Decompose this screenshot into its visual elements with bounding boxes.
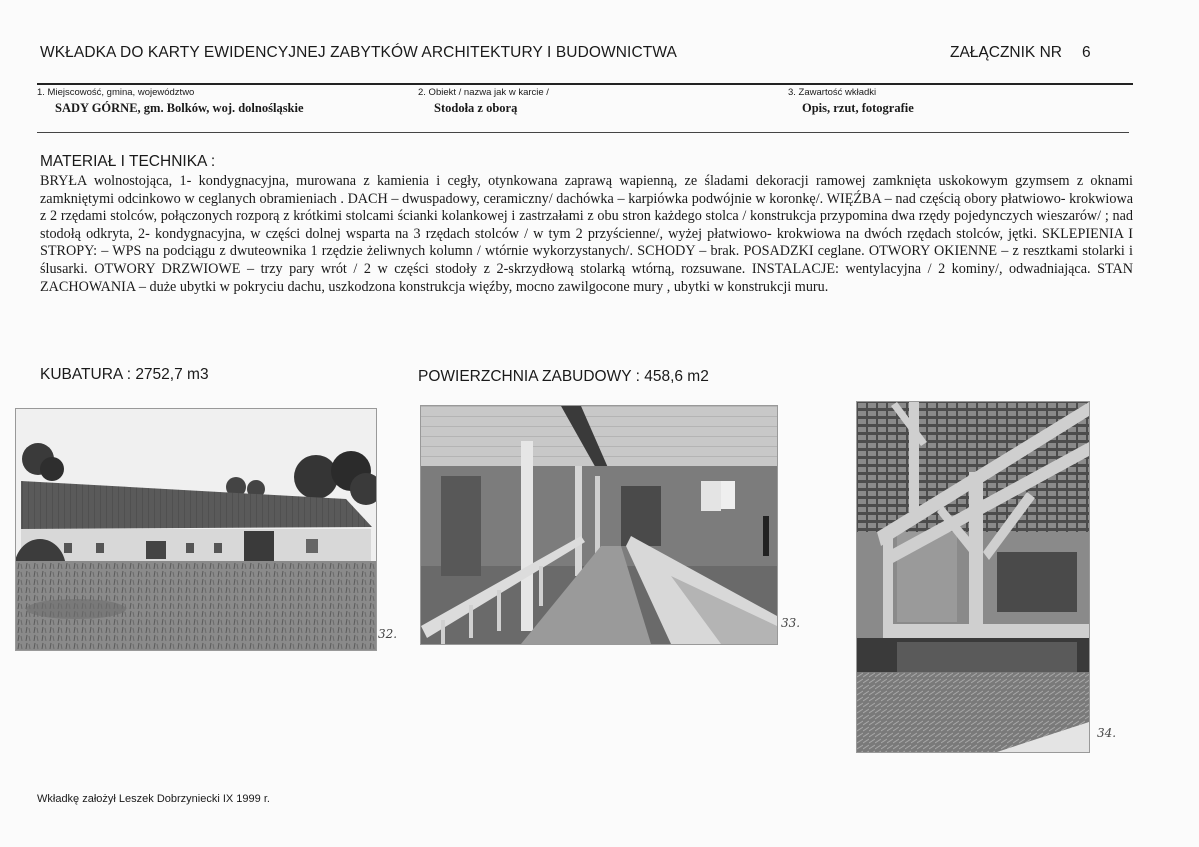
photo-number-32: 32. [378, 627, 398, 641]
powierzchnia-value: POWIERZCHNIA ZABUDOWY : 458,6 m2 [418, 368, 709, 385]
interior-aisle-photo [420, 405, 778, 645]
field-contents-value: Opis, rzut, fotografie [802, 101, 914, 115]
section-title: MATERIAŁ I TECHNIKA : [40, 153, 216, 170]
kubatura-value: KUBATURA : 2752,7 m3 [40, 366, 209, 383]
document-title: WKŁADKA DO KARTY EWIDENCYJNEJ ZABYTKÓW ARCHITEKTURY I BUDOWNICTWA [40, 44, 677, 61]
section-body-text: BRYŁA wolnostojąca, 1- kondygnacyjna, murowana z kamienia i cegły, otynkowana zaprawą wapienną, ze śladami dekoracji ramowej zamknięta uskokowym gzymsem z oknami zamkniętymi odcinkowo w ceglanych obramieniach . DACH – dwuspadowy, ceramiczny/ dachówka – karpiówka podwójnie w koronkę/. WIĘŹBA – nad częścią obory płatwiowo- krokwiowa z 2 rzędami stolców, połączonych rozporą z krótkimi stolcami ścianki kolankowej i zastrzałami z obu stron każdego stolca / konstrukcja przypomina dwa rzędy pojedynczych wieszarów/ ; nad stodołą odkryta, 2- kondygnacyjna, w części dolnej wsparta na 3 rzędach stolców / w tym 2 przyścienne/, wyżej płatwiowo- krokwiowa na dwóch rzędach stolców, jętki. SKLEPIENIA I STROPY: – WPS na podciągu z dwuteownika 1 rzędzie żeliwnych kolumn / wtórnie wykorzystanych/. SCHODY – brak. POSADZKI ceglane. OTWORY OKIENNE – z resztkami stolarki i ślusarki. OTWORY DRZWIOWE – trzy pary wrót / 2 w części stodoły z 2-skrzydłową stolarką wtórną, rozsuwane. INSTALACJE: wentylacyjna / 2 kominy/, odwadniająca. STAN ZACHOWANIA – duże ubytki w pokryciu dachu, uszkodzona konstrukcja więźby, mocno zawilgocone mury , ubytki w konstrukcji muru. [40, 173, 1133, 295]
field-object-label: 2. Obiekt / nazwa jak w karcie / [418, 87, 549, 98]
field-location-value: SADY GÓRNE, gm. Bolków, woj. dolnośląskie [55, 101, 304, 115]
photo-number-33: 33. [781, 616, 801, 630]
footer-author-note: Wkładkę założył Leszek Dobrzyniecki IX 1999 r. [37, 793, 270, 805]
barn-exterior-photo [15, 408, 377, 651]
field-location-label: 1. Miejscowość, gmina, województwo [37, 87, 195, 98]
roof-truss-photo [856, 401, 1090, 753]
photo-number-34: 34. [1097, 726, 1117, 740]
field-object-value: Stodoła z oborą [434, 101, 518, 115]
field-contents-label: 3. Zawartość wkładki [788, 87, 877, 98]
annex-number: 6 [1081, 44, 1091, 61]
annex-label [950, 44, 1091, 62]
fields-bottom-rule [37, 132, 1129, 133]
annex-label-text: ZAŁĄCZNIK NR [950, 44, 1062, 61]
header-rule [37, 83, 1133, 85]
